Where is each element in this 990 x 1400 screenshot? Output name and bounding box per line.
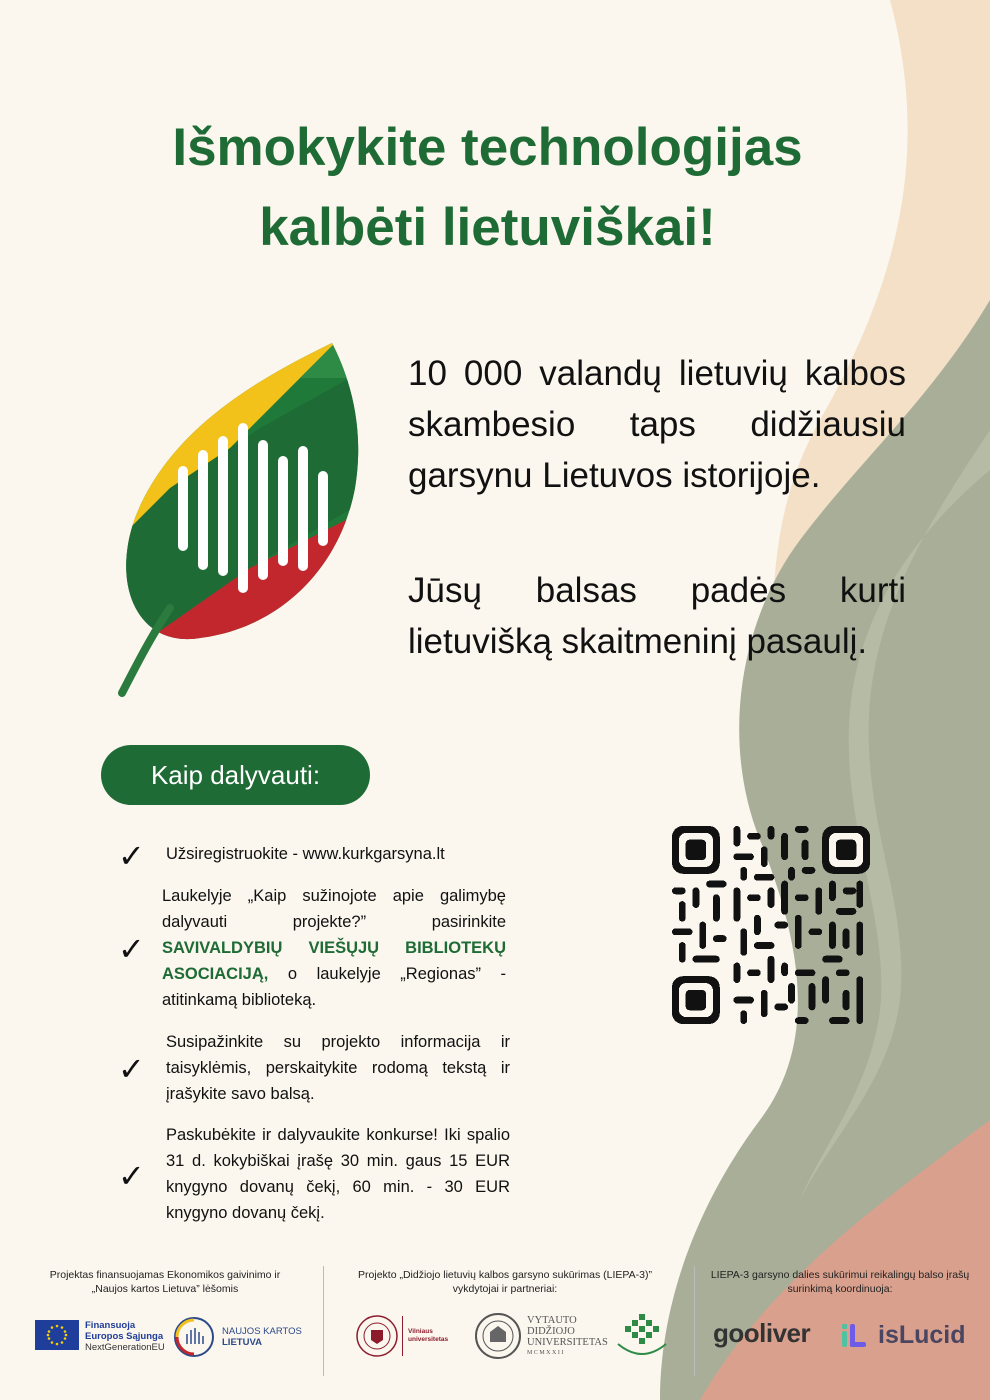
intro-paragraph-2: Jūsų balsas padės kurti lietuvišką skaitmeninį pasaulį.	[408, 571, 906, 661]
step-contest-text: Paskubėkite ir dalyvaukite konkurse! Iki spalio 31 d. kokybiškai įrašę 30 min. gaus 15 EUR knygyno dovanų čekį, 60 min. - 30 EUR knygyno dovanų čekį.	[166, 1126, 510, 1222]
vu-line-2: universitetas	[408, 1336, 449, 1343]
qr-code[interactable]	[672, 826, 870, 1024]
vdu-line-4: MCMXXII	[527, 1350, 565, 1356]
vu-line-1: Vilniaus	[408, 1328, 433, 1335]
eu-line-2: Europos Sąjunga	[85, 1331, 164, 1342]
step-select-highlight: SAVIVALDYBIŲ VIEŠŲJŲ BIBLIOTEKŲ ASOCIACIJĄ,	[162, 939, 506, 983]
vdu-line-3: UNIVERSITETAS	[527, 1337, 608, 1348]
title-line-2: kalbėti lietuviškai!	[259, 198, 716, 257]
page-title	[0, 108, 975, 268]
islucid-logo-icon	[840, 1322, 870, 1350]
title-line-1: Išmokykite technologijas	[172, 118, 803, 177]
nk-line-1: NAUJOS KARTOS	[222, 1326, 302, 1337]
naujos-kartos-logo-icon	[173, 1316, 215, 1358]
vilnius-university-label	[408, 1328, 448, 1344]
step-record-text: Susipažinkite su projekto informacija ir taisyklėmis, perskaitykite rodomą tekstą ir įrašykite savo balsą.	[166, 1033, 510, 1103]
check-icon: ✓	[118, 1051, 145, 1087]
eu-line-1: Finansuoja	[85, 1320, 136, 1331]
how-to-participate-button[interactable]: Kaip dalyvauti:	[101, 745, 370, 805]
footer-divider	[694, 1266, 695, 1376]
vdu-label	[527, 1315, 608, 1359]
nk-line-2: LIETUVA	[222, 1337, 262, 1348]
footer-divider	[323, 1266, 324, 1376]
eu-funding-label	[85, 1320, 165, 1353]
vdu-seal-icon	[474, 1312, 522, 1360]
vdu-line-2: DIDŽIOJO	[527, 1326, 575, 1337]
footer-coordinator-text: LIEPA-3 garsyno dalies sukūrimui reikalingų balso įrašų surinkimą koordinuoja:	[710, 1269, 970, 1295]
step-select-text-a: Laukelyje „Kaip sužinojote apie galimybę dalyvauti projekte?” pasirinkite	[162, 887, 506, 931]
eu-flag-icon	[35, 1320, 79, 1350]
eu-line-3: NextGenerationEU	[85, 1342, 165, 1353]
intro-paragraph-1: 10 000 valandų lietuvių kalbos skambesio taps didžiausiu garsynu Lietuvos istorijoje.	[408, 354, 906, 495]
footer-funding-text: Projektas finansuojamas Ekonomikos gaivinimo ir „Naujos kartos Lietuva” lėšomis	[49, 1269, 281, 1295]
vdu-line-1: VYTAUTO	[527, 1315, 577, 1326]
vu-divider	[402, 1316, 403, 1356]
lki-institute-logo-icon	[612, 1310, 672, 1362]
check-icon: ✓	[118, 1158, 145, 1194]
step-select-text-b: o laukelyje „Regionas” - atitinkamą biblioteką.	[162, 965, 506, 1009]
step-select-text	[162, 883, 506, 1013]
footer-partners-text: Projekto „Didžiojo lietuvių kalbos garsyno sukūrimas (LIEPA-3)” vykdytojai ir partneriai:	[358, 1269, 652, 1295]
check-icon: ✓	[118, 931, 145, 967]
footer	[0, 1258, 990, 1400]
check-icon: ✓	[118, 838, 145, 874]
naujos-kartos-label	[222, 1326, 302, 1348]
islucid-logo: isLucid	[878, 1321, 966, 1349]
step-register-text: Užsiregistruokite - www.kurkgarsyna.lt	[166, 845, 445, 863]
gooliver-logo: gooliver	[713, 1318, 811, 1348]
intro-text	[408, 348, 906, 667]
leaf-soundwave-logo	[110, 338, 370, 703]
vilnius-university-seal-icon	[355, 1314, 399, 1358]
